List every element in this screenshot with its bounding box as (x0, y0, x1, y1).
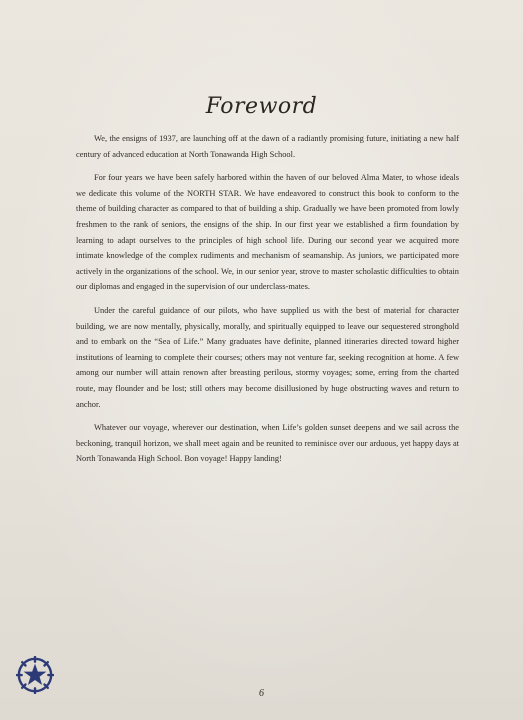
page-number: 6 (259, 688, 264, 699)
foreword-body (76, 131, 459, 475)
paragraph-1: We, the ensigns of 1937, are launching off at the dawn of a radiantly promising future, initiating a new half century of advanced education at North Tonawanda High School. (76, 134, 459, 159)
paragraph-4: Whatever our voyage, wherever our destination, when Life’s golden sunset deepens and we sail across the beckoning, tranquil horizon, we shall meet again and be reunited to reminisce over our arduous, yet happy days at North Tonawanda High School. Bon voyage! Happy landing! (76, 423, 459, 464)
paragraph-2: For four years we have been safely harbored within the haven of our beloved Alma Mater, to whose ideals we dedicate this volume of the NORTH STAR. We have endeavored to construct this book to conform to the theme of building character as compared to that of building a ship. Gradually we have been promoted from lowly freshmen to the rank of seniors, the ensigns of the ship. In our first year we established a firm foundation by learning to adapt ourselves to the principles of high school life. During our second year we acquired more intimate knowledge of the complex rudiments and mechanism of seamanship. As juniors, we participated more actively in the organizations of the school. We, in our senior year, strove to master scholastic difficulties to obtain our diplomas and engaged in the supervision of our underclass-mates. (76, 173, 459, 292)
page-title: Foreword (205, 94, 318, 119)
paragraph-3: Under the careful guidance of our pilots, who have supplied us with the best of material for character building, we are now mentally, physically, morally, and spiritually equipped to leave our sequestered stronghold and to embark on the “Sea of Life.” Many graduates have definite, planned itineraries directed toward higher institutions of learning to complete their courses; others may not venture far, seeking recognition at home. A few among our number will attain renown after breasting perilous, stormy voyages; some, erring from the charted route, may flounder and be lost; still others may become disillusioned by huge obstructing waves and return to anchor. (76, 305, 459, 409)
